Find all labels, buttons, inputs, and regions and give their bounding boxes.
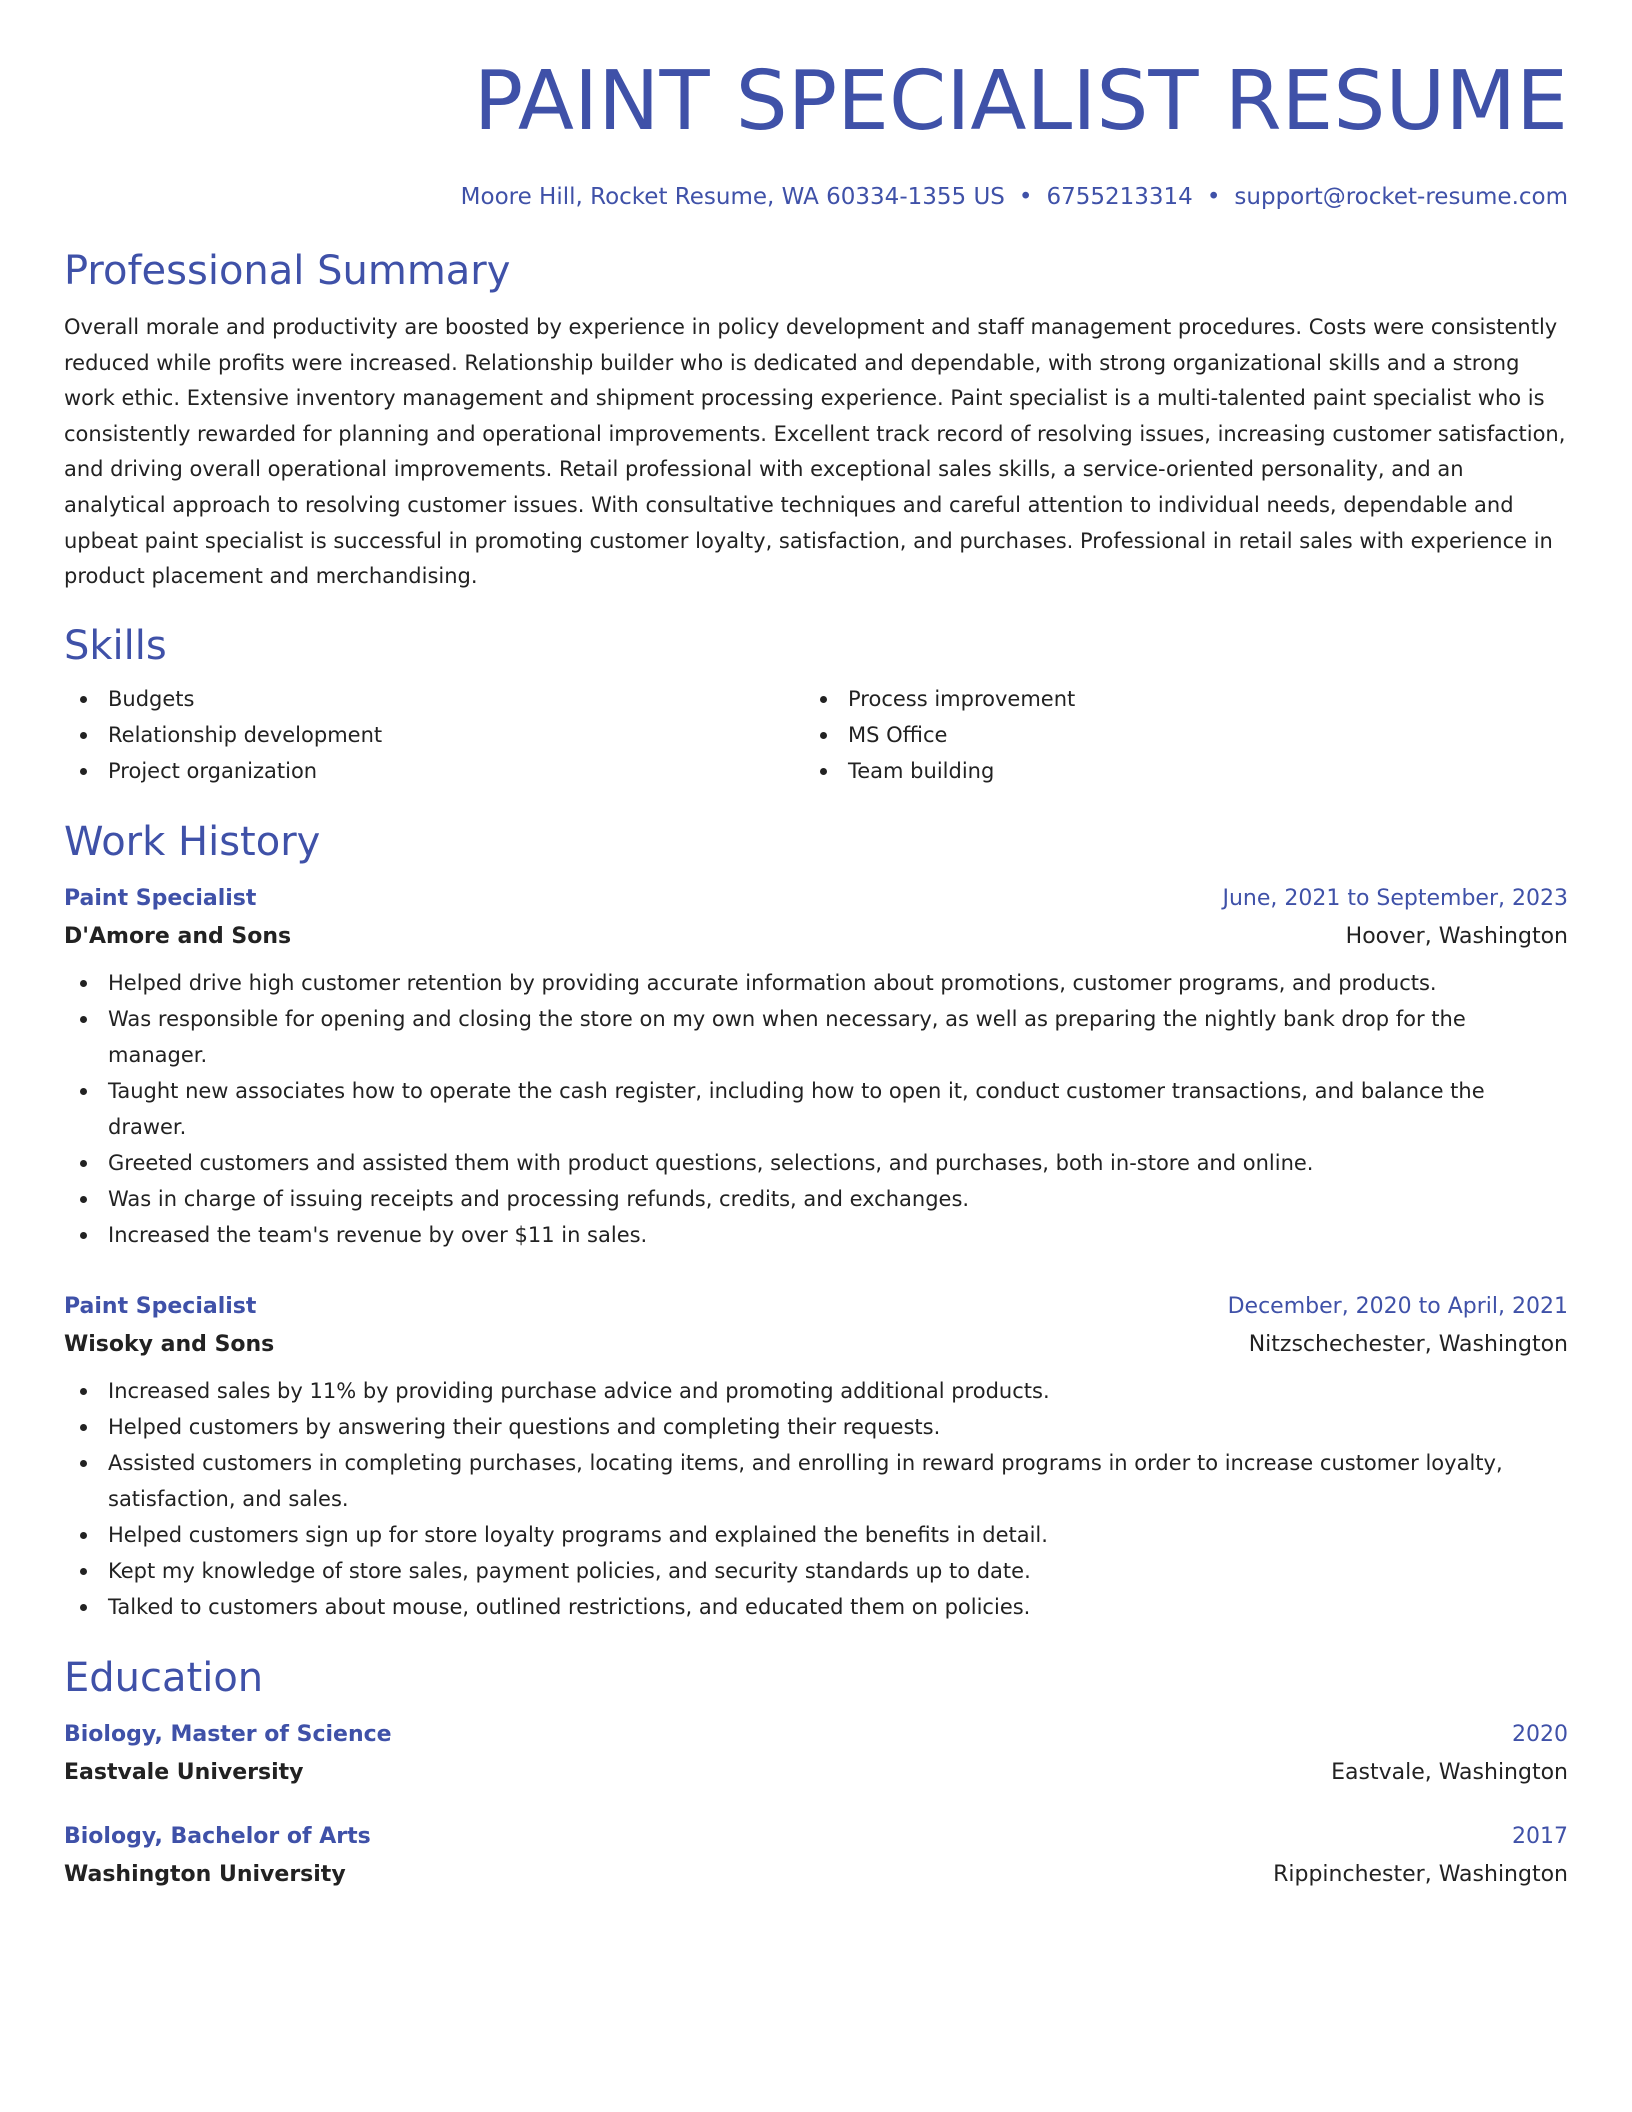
summary-heading: Professional Summary bbox=[64, 248, 511, 294]
bullet-dot bbox=[80, 1460, 87, 1467]
bullet-dot bbox=[80, 1160, 87, 1167]
job-bullet bbox=[64, 1589, 1568, 1625]
job-dates: June, 2021 to September, 2023 bbox=[1222, 885, 1568, 911]
job-bullet-text: Was responsible for opening and closing the store on my own when necessary, as well as preparing the nightly bank drop for the manager. bbox=[108, 1006, 1466, 1067]
job-bullet bbox=[64, 1445, 1568, 1517]
education-degree: Biology, Master of Science bbox=[64, 1721, 392, 1747]
education-degree-row bbox=[64, 1819, 1568, 1855]
contact-address: Moore Hill, Rocket Resume, WA 60334-1355 US bbox=[460, 184, 1005, 210]
skill-item bbox=[804, 753, 1544, 789]
education-degree: Biology, Bachelor of Arts bbox=[64, 1823, 371, 1849]
job-role: Paint Specialist bbox=[64, 1293, 257, 1319]
job-bullet bbox=[64, 1181, 1568, 1217]
job-bullets bbox=[64, 965, 1568, 1253]
bullet-dot bbox=[80, 732, 87, 739]
bullet-dot bbox=[80, 1088, 87, 1095]
skills-heading: Skills bbox=[64, 622, 167, 669]
skills-column-left bbox=[64, 681, 804, 789]
job-header-row bbox=[64, 1289, 1568, 1325]
job-bullet-text: Greeted customers and assisted them with product questions, selections, and purchases, both in-store and online. bbox=[108, 1150, 1314, 1175]
bullet-dot bbox=[820, 768, 827, 775]
job-entry bbox=[64, 1289, 1568, 1625]
job-company: D'Amore and Sons bbox=[64, 923, 292, 949]
contact-email: support@rocket-resume.com bbox=[1234, 184, 1568, 210]
education-degree-row bbox=[64, 1717, 1568, 1753]
job-bullet bbox=[64, 1217, 1568, 1253]
education-school: Washington University bbox=[64, 1861, 346, 1887]
skill-item bbox=[64, 681, 804, 717]
education-entry bbox=[64, 1819, 1568, 1895]
bullet-dot bbox=[80, 1388, 87, 1395]
job-bullet-text: Helped customers sign up for store loyalty programs and explained the benefits in detail. bbox=[108, 1522, 1048, 1547]
job-company-row bbox=[64, 917, 1568, 957]
contact-phone: 6755213314 bbox=[1046, 184, 1193, 210]
bullet-dot bbox=[80, 1232, 87, 1239]
contact-separator: • bbox=[1018, 184, 1033, 210]
education-school-row bbox=[64, 1855, 1568, 1895]
skill-item bbox=[804, 681, 1544, 717]
bullet-dot bbox=[80, 696, 87, 703]
education-location: Eastvale, Washington bbox=[1331, 1759, 1568, 1785]
skills-column-right bbox=[804, 681, 1544, 789]
job-entry bbox=[64, 881, 1568, 1253]
job-company-row bbox=[64, 1325, 1568, 1365]
job-bullets bbox=[64, 1373, 1568, 1625]
education-heading: Education bbox=[64, 1654, 264, 1701]
skill-item bbox=[804, 717, 1544, 753]
bullet-dot bbox=[80, 1532, 87, 1539]
job-bullet bbox=[64, 1553, 1568, 1589]
education-school: Eastvale University bbox=[64, 1759, 304, 1785]
education-year: 2017 bbox=[1512, 1823, 1568, 1849]
skill-label: Team building bbox=[848, 758, 995, 783]
job-role: Paint Specialist bbox=[64, 885, 257, 911]
contact-separator: • bbox=[1206, 184, 1221, 210]
job-bullet-text: Taught new associates how to operate the cash register, including how to open it, conduct customer transactions, and balance the drawer. bbox=[108, 1078, 1485, 1139]
skills-list bbox=[64, 681, 1568, 789]
job-bullet-text: Helped customers by answering their questions and completing their requests. bbox=[108, 1414, 941, 1439]
job-bullet-text: Increased sales by 11% by providing purchase advice and promoting additional products. bbox=[108, 1378, 1050, 1403]
job-bullet bbox=[64, 1073, 1568, 1145]
contact-line bbox=[64, 182, 1568, 212]
job-bullet bbox=[64, 1409, 1568, 1445]
bullet-dot bbox=[820, 696, 827, 703]
education-year: 2020 bbox=[1512, 1721, 1568, 1747]
job-bullet bbox=[64, 1001, 1568, 1073]
bullet-dot bbox=[80, 1424, 87, 1431]
bullet-dot bbox=[80, 1196, 87, 1203]
job-bullet-text: Kept my knowledge of store sales, payment policies, and security standards up to date. bbox=[108, 1558, 1031, 1583]
work-history-heading: Work History bbox=[64, 818, 321, 865]
job-bullet bbox=[64, 1373, 1568, 1409]
job-location: Hoover, Washington bbox=[1345, 923, 1568, 949]
bullet-dot bbox=[80, 1568, 87, 1575]
job-bullet-text: Assisted customers in completing purchases, locating items, and enrolling in reward programs in order to increase customer loyalty, satisfaction, and sales. bbox=[108, 1450, 1503, 1511]
bullet-dot bbox=[80, 1016, 87, 1023]
education-location: Rippinchester, Washington bbox=[1273, 1861, 1568, 1887]
bullet-dot bbox=[820, 732, 827, 739]
job-bullet-text: Was in charge of issuing receipts and processing refunds, credits, and exchanges. bbox=[108, 1186, 970, 1211]
skill-label: MS Office bbox=[848, 722, 948, 747]
job-header-row bbox=[64, 881, 1568, 917]
skill-label: Process improvement bbox=[848, 686, 1076, 711]
job-bullet bbox=[64, 1145, 1568, 1181]
education-school-row bbox=[64, 1753, 1568, 1793]
job-bullet-text: Increased the team's revenue by over $11 in sales. bbox=[108, 1222, 648, 1247]
skill-label: Budgets bbox=[108, 686, 195, 711]
bullet-dot bbox=[80, 1604, 87, 1611]
skill-item bbox=[64, 753, 804, 789]
summary-text: Overall morale and productivity are boosted by experience in policy development and staff management procedures. Costs were consistently reduced while profits were increased. Relationship builder who is dedicated and dependable, with strong organizational skills and a strong work ethic. Extensive inventory management and shipment processing experience. Paint specialist is a multi-talented paint specialist who is consistently rewarded for planning and operational improvements. Excellent track record of resolving issues, increasing customer satisfaction, and driving overall operational improvements. Retail professional with exceptional sales skills, a service-oriented personality, and an analytical approach to resolving customer issues. With consultative techniques and careful attention to individual needs, dependable and upbeat paint specialist is successful in promoting customer loyalty, satisfaction, and purchases. Professional in retail sales with experience in product placement and merchandising. bbox=[64, 315, 1566, 589]
skill-item bbox=[64, 717, 804, 753]
job-bullet bbox=[64, 965, 1568, 1001]
skill-label: Project organization bbox=[108, 758, 318, 783]
education-entry bbox=[64, 1717, 1568, 1793]
job-location: Nitzschechester, Washington bbox=[1248, 1331, 1568, 1357]
bullet-dot bbox=[80, 980, 87, 987]
job-company: Wisoky and Sons bbox=[64, 1331, 275, 1357]
job-bullet-text: Talked to customers about mouse, outlined restrictions, and educated them on policies. bbox=[108, 1594, 1031, 1619]
resume-title: PAINT SPECIALIST RESUME bbox=[473, 54, 1568, 149]
bullet-dot bbox=[80, 768, 87, 775]
job-bullet bbox=[64, 1517, 1568, 1553]
job-bullet-text: Helped drive high customer retention by providing accurate information about promotions, customer programs, and products. bbox=[108, 970, 1437, 995]
job-dates: December, 2020 to April, 2021 bbox=[1227, 1293, 1568, 1319]
skill-label: Relationship development bbox=[108, 722, 383, 747]
